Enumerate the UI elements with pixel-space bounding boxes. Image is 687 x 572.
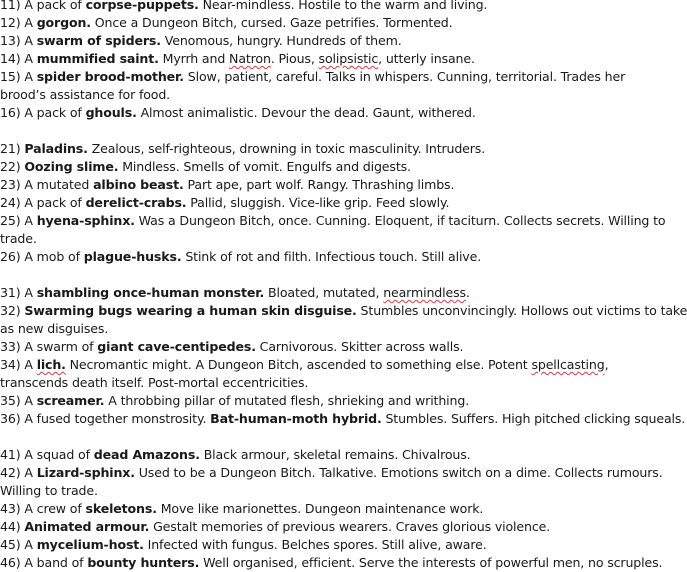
rest-text: Pallid, sluggish. Vice-like grip. Feed slowly. [186,195,450,210]
num-text: 13) [0,33,21,48]
bold-text: shambling once-human monster. [36,285,265,300]
num-text: 12) [0,15,21,30]
pre-text: A [24,285,37,300]
entry-line [0,500,612,518]
bold-text: skeletons. [85,501,157,516]
bold-text: hyena-sphinx. [36,213,135,228]
num-text: 43) [0,501,21,516]
entry-line [0,50,612,68]
sq2-text: solipsistic [318,51,379,66]
entry-line [0,536,612,554]
bold-text: ghouls. [85,105,137,120]
mid-text: , [604,357,609,372]
pre-text: A [24,213,37,228]
entry-line [0,14,612,32]
bold-text: screamer. [36,393,105,408]
pre-text: A band of [24,555,88,570]
rest-text: Stumbles. Suffers. High pitched clicking squeals. [381,411,686,426]
bold-text: dead Amazons. [93,447,200,462]
rest-text: Move like marionettes. Dungeon maintenance work. [156,501,484,516]
rest-text: Used to be a Dungeon Bitch. Talkative. Emotions switch on a dime. Collects rumours. [134,465,663,480]
bold-text: Swarming bugs wearing a human skin disguise. [24,303,357,318]
entry-line [0,0,612,14]
num-text: 25) [0,213,21,228]
entry-line [0,32,612,50]
num-text: 45) [0,537,21,552]
bold-text: bounty hunters. [87,555,200,570]
num-text: 33) [0,339,21,354]
entry-line [0,410,686,428]
pre-text: A squad of [24,447,94,462]
pre-text: A mutated [24,177,94,192]
num-text: 21) [0,141,21,156]
num-text: 22) [0,159,21,174]
num-text: 31) [0,285,21,300]
rest-text: Near-mindless. Hostile to the warm and living. [198,0,488,12]
pre-text: A [24,537,37,552]
pre-text: A pack of [24,195,86,210]
rest-text: Venomous, hungry. Hundreds of them. [160,33,402,48]
rest-text: Almost animalistic. Devour the dead. Gaunt, withered. [136,105,476,120]
mid-text: . Pious, [270,51,319,66]
pre-text: A mob of [24,249,84,264]
rest-text: Necromantic might. A Dungeon Bitch, ascended to something else. Potent [65,357,532,372]
entry-line [0,446,612,464]
rest-text: Carnivorous. Skitter across walls. [255,339,464,354]
entry-line [0,194,612,212]
entry-line [0,338,612,356]
cont-text: brood’s assistance for food. [0,87,171,102]
num-text: 15) [0,69,21,84]
sq1-text: Natron [229,51,271,66]
pre-text: A crew of [24,501,86,516]
bold-text: Lizard-sphinx. [36,465,135,480]
blank-line [0,122,612,140]
entry-continuation [0,482,612,500]
entry-line [0,176,612,194]
sq1-text: nearmindless [383,285,466,300]
bold-text: spider brood-mother. [36,69,184,84]
rest-text: Was a Dungeon Bitch, once. Cunning. Eloquent, if taciturn. Collects secrets. Willing to [134,213,666,228]
entry-continuation [0,230,612,248]
num-text: 35) [0,393,21,408]
entry-line [0,464,663,482]
entry-continuation [0,320,612,338]
entry-continuation [0,374,612,392]
rest-text: Well organised, efficient. Serve the interests of powerful men, no scruples. [199,555,663,570]
entry-line [0,302,687,320]
num-text: 32) [0,303,21,318]
rest-text: Stink of rot and filth. Infectious touch. Still alive. [181,249,482,264]
rest-text: Black armour, skeletal remains. Chivalrous. [199,447,471,462]
num-text: 34) [0,357,21,372]
entry-line [0,104,612,122]
bold-text: lich. [36,357,66,372]
entry-line [0,248,612,266]
num-text: 44) [0,519,21,534]
bold-text: albino beast. [93,177,184,192]
pre-text: A [24,465,37,480]
cont-text: Willing to trade. [0,483,98,498]
cont-text: as new disguises. [0,321,109,336]
bold-text: giant cave-centipedes. [97,339,256,354]
rest-text: Part ape, part wolf. Rangy. Thrashing limbs. [183,177,455,192]
pre-text: A [24,15,37,30]
rest-text: Infected with fungus. Belches spores. Still alive, aware. [143,537,487,552]
bold-text: plague-husks. [83,249,182,264]
pre-text: A fused together monstrosity. [24,411,211,426]
num-text: 14) [0,51,21,66]
num-text: 42) [0,465,21,480]
bold-text: Animated armour. [24,519,150,534]
num-text: 36) [0,411,21,426]
num-text: 11) [0,0,21,12]
pre-text: A [24,33,37,48]
num-text: 24) [0,195,21,210]
bold-text: swarm of spiders. [36,33,161,48]
rest-text: Stumbles unconvincingly. Hollows out victims to take [356,303,687,318]
bold-text: corpse-puppets. [85,0,199,12]
entry-line [0,140,612,158]
cont-text: trade. [0,231,37,246]
blank-line [0,428,612,446]
sq1-text: spellcasting [531,357,605,372]
pre-text: A [24,69,37,84]
pre-text: A pack of [24,105,86,120]
entry-line [0,158,612,176]
entry-line [0,68,626,86]
bold-text: Bat-human-moth hybrid. [210,411,382,426]
num-text: 16) [0,105,21,120]
bold-text: mycelium-host. [36,537,144,552]
entry-line [0,518,612,536]
num-text: 23) [0,177,21,192]
bold-text: Paladins. [24,141,88,156]
blank-line [0,266,612,284]
entry-line [0,212,666,230]
entry-line [0,356,612,374]
rest-text: Slow, patient, careful. Talks in whispers. Cunning, territorial. Trades her [183,69,626,84]
num-text: 26) [0,249,21,264]
rest-text: Zealous, self-righteous, drowning in toxic masculinity. Intruders. [87,141,486,156]
mid-text: . [465,285,470,300]
entry-line [0,392,612,410]
pre-text: A pack of [24,0,86,12]
bold-text: mummified saint. [36,51,159,66]
rest2-text: , utterly insane. [378,51,475,66]
rest-text: Gestalt memories of previous wearers. Craves glorious violence. [149,519,551,534]
bold-text: Oozing slime. [24,159,119,174]
rest-text: Myrrh and [158,51,230,66]
rest-text: A throbbing pillar of mutated flesh, shrieking and writhing. [104,393,470,408]
entry-line [0,554,663,572]
entry-line [0,284,612,302]
bold-text: derelict-crabs. [85,195,187,210]
pre-text: A [24,393,37,408]
rest-text: Bloated, mutated, [264,285,384,300]
pre-text: A swarm of [24,339,98,354]
rest-text: Mindless. Smells of vomit. Engulfs and digests. [118,159,411,174]
num-text: 46) [0,555,21,570]
bold-text: gorgon. [36,15,91,30]
num-text: 41) [0,447,21,462]
pre-text: A [24,51,37,66]
pre-text: A [24,357,37,372]
cont-text: transcends death itself. Post-mortal eccentricities. [0,375,309,390]
rest-text: Once a Dungeon Bitch, cursed. Gaze petrifies. Tormented. [90,15,453,30]
entry-continuation [0,86,612,104]
